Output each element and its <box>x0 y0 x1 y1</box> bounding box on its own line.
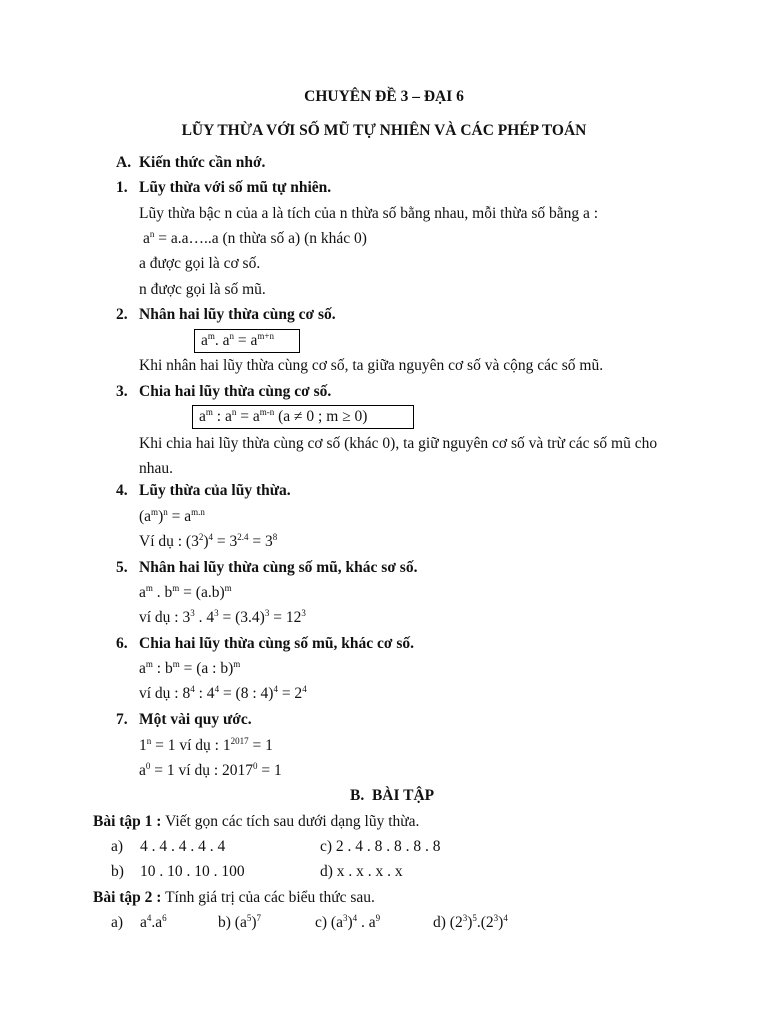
item-7-rule-1: $1^n = 1$ ví dụ : $1^{2017} = 1$ <box>139 736 273 754</box>
item-7-number: 7. <box>116 711 128 728</box>
item-5-number: 5. <box>116 559 128 576</box>
item-6-example: ví dụ : $8^4$ : $4^4 = (8$ : $4)^4 = 2^4$ <box>139 684 307 702</box>
item-6-number: 6. <box>116 635 128 652</box>
exercise-2-a: $a^4.a^6$ <box>140 913 167 931</box>
exercise-2-c: c) $(a^3)^4$ . $a^9$ <box>315 913 381 931</box>
item-1-exponent-note: n được gọi là số mũ. <box>139 281 266 298</box>
item-5-formula: $a^m$ . $b^m = (a.b)^m$ <box>139 583 232 601</box>
exercise-2-prompt: Bài tập 2 : Tính giá trị của các biểu thức sau. <box>93 889 375 906</box>
item-4-formula: $(a^m)^n = a^{m.n}$ <box>139 507 205 525</box>
exercise-1-d: d) x . x . x . x <box>320 863 403 880</box>
item-2-heading: Nhân hai lũy thừa cùng cơ số. <box>139 306 336 323</box>
exercise-1-c: c) 2 . 4 . 8 . 8 . 8 . 8 <box>320 838 441 855</box>
item-1-heading: Lũy thừa với số mũ tự nhiên. <box>139 179 332 196</box>
item-3-formula-box: $a^m$ : $a^n = a^{m-n}$ (a ≠ 0 ; m ≥ 0) <box>192 405 414 429</box>
exercise-1-a-marker: a) <box>111 838 124 855</box>
item-6-formula: $a^m$ : $b^m = (a$ : b)$^m$ <box>139 659 241 677</box>
section-b-heading: B. BÀI TẬP <box>350 787 435 804</box>
document-title: CHUYÊN ĐỀ 3 – ĐẠI 6 <box>304 88 464 105</box>
exercise-1-b-marker: b) <box>111 863 124 880</box>
exercise-1-a: 4 . 4 . 4 . 4 . 4 <box>140 838 226 855</box>
item-6-heading: Chia hai lũy thừa cùng số mũ, khác cơ số. <box>139 635 414 652</box>
item-3-description: Khi chia hai lũy thừa cùng cơ số (khác 0), ta giữ nguyên cơ số và trừ các số mũ cho nhau. <box>139 435 658 477</box>
item-4-heading: Lũy thừa của lũy thừa. <box>139 482 291 499</box>
item-1-number: 1. <box>116 179 128 196</box>
item-7-rule-2: $a^0 = 1$ ví dụ : $2017^0 = 1$ <box>139 761 282 779</box>
exercise-2-b: b) $(a^5)^7$ <box>218 913 261 931</box>
exercise-1-b: 10 . 10 . 10 . 100 <box>140 863 245 880</box>
section-a-heading: Kiến thức cần nhớ. <box>139 154 266 171</box>
item-1-base-note: a được gọi là cơ số. <box>139 255 261 272</box>
exercise-1-prompt: Bài tập 1 : Viết gọn các tích sau dưới dạng lũy thừa. <box>93 813 420 830</box>
item-2-number: 2. <box>116 306 128 323</box>
item-2-formula-box: $a^m$. $a^n = a^{m+n}$ <box>194 329 300 353</box>
exercise-2-d: d) $(2^3)^5.(2^3)^4$ <box>433 913 508 931</box>
item-5-example: ví dụ : $3^3$ . $4^3 = (3.4)^3 = 12^3$ <box>139 608 306 626</box>
item-4-example: Ví dụ : $(3^2)^4 = 3^{2.4} = 3^8$ <box>139 532 278 550</box>
item-1-formula: $a^n$ = a.a…..a (n thừa số a) (n khác 0) <box>143 229 367 247</box>
document-subtitle: LŨY THỪA VỚI SỐ MŨ TỰ NHIÊN VÀ CÁC PHÉP TOÁN <box>181 122 587 139</box>
item-4-number: 4. <box>116 482 128 499</box>
item-1-definition: Lũy thừa bậc n của a là tích của n thừa số bằng nhau, mỗi thừa số bằng a : <box>139 205 599 222</box>
item-3-number: 3. <box>116 383 128 400</box>
item-2-description: Khi nhân hai lũy thừa cùng cơ số, ta giữa nguyên cơ số và cộng các số mũ. <box>139 357 604 374</box>
section-a-marker: A. <box>116 154 132 171</box>
item-7-heading: Một vài quy ước. <box>139 711 252 728</box>
exercise-2-a-marker: a) <box>111 914 124 931</box>
item-5-heading: Nhân hai lũy thừa cùng số mũ, khác sơ số. <box>139 559 418 576</box>
item-3-heading: Chia hai lũy thừa cùng cơ số. <box>139 383 332 400</box>
